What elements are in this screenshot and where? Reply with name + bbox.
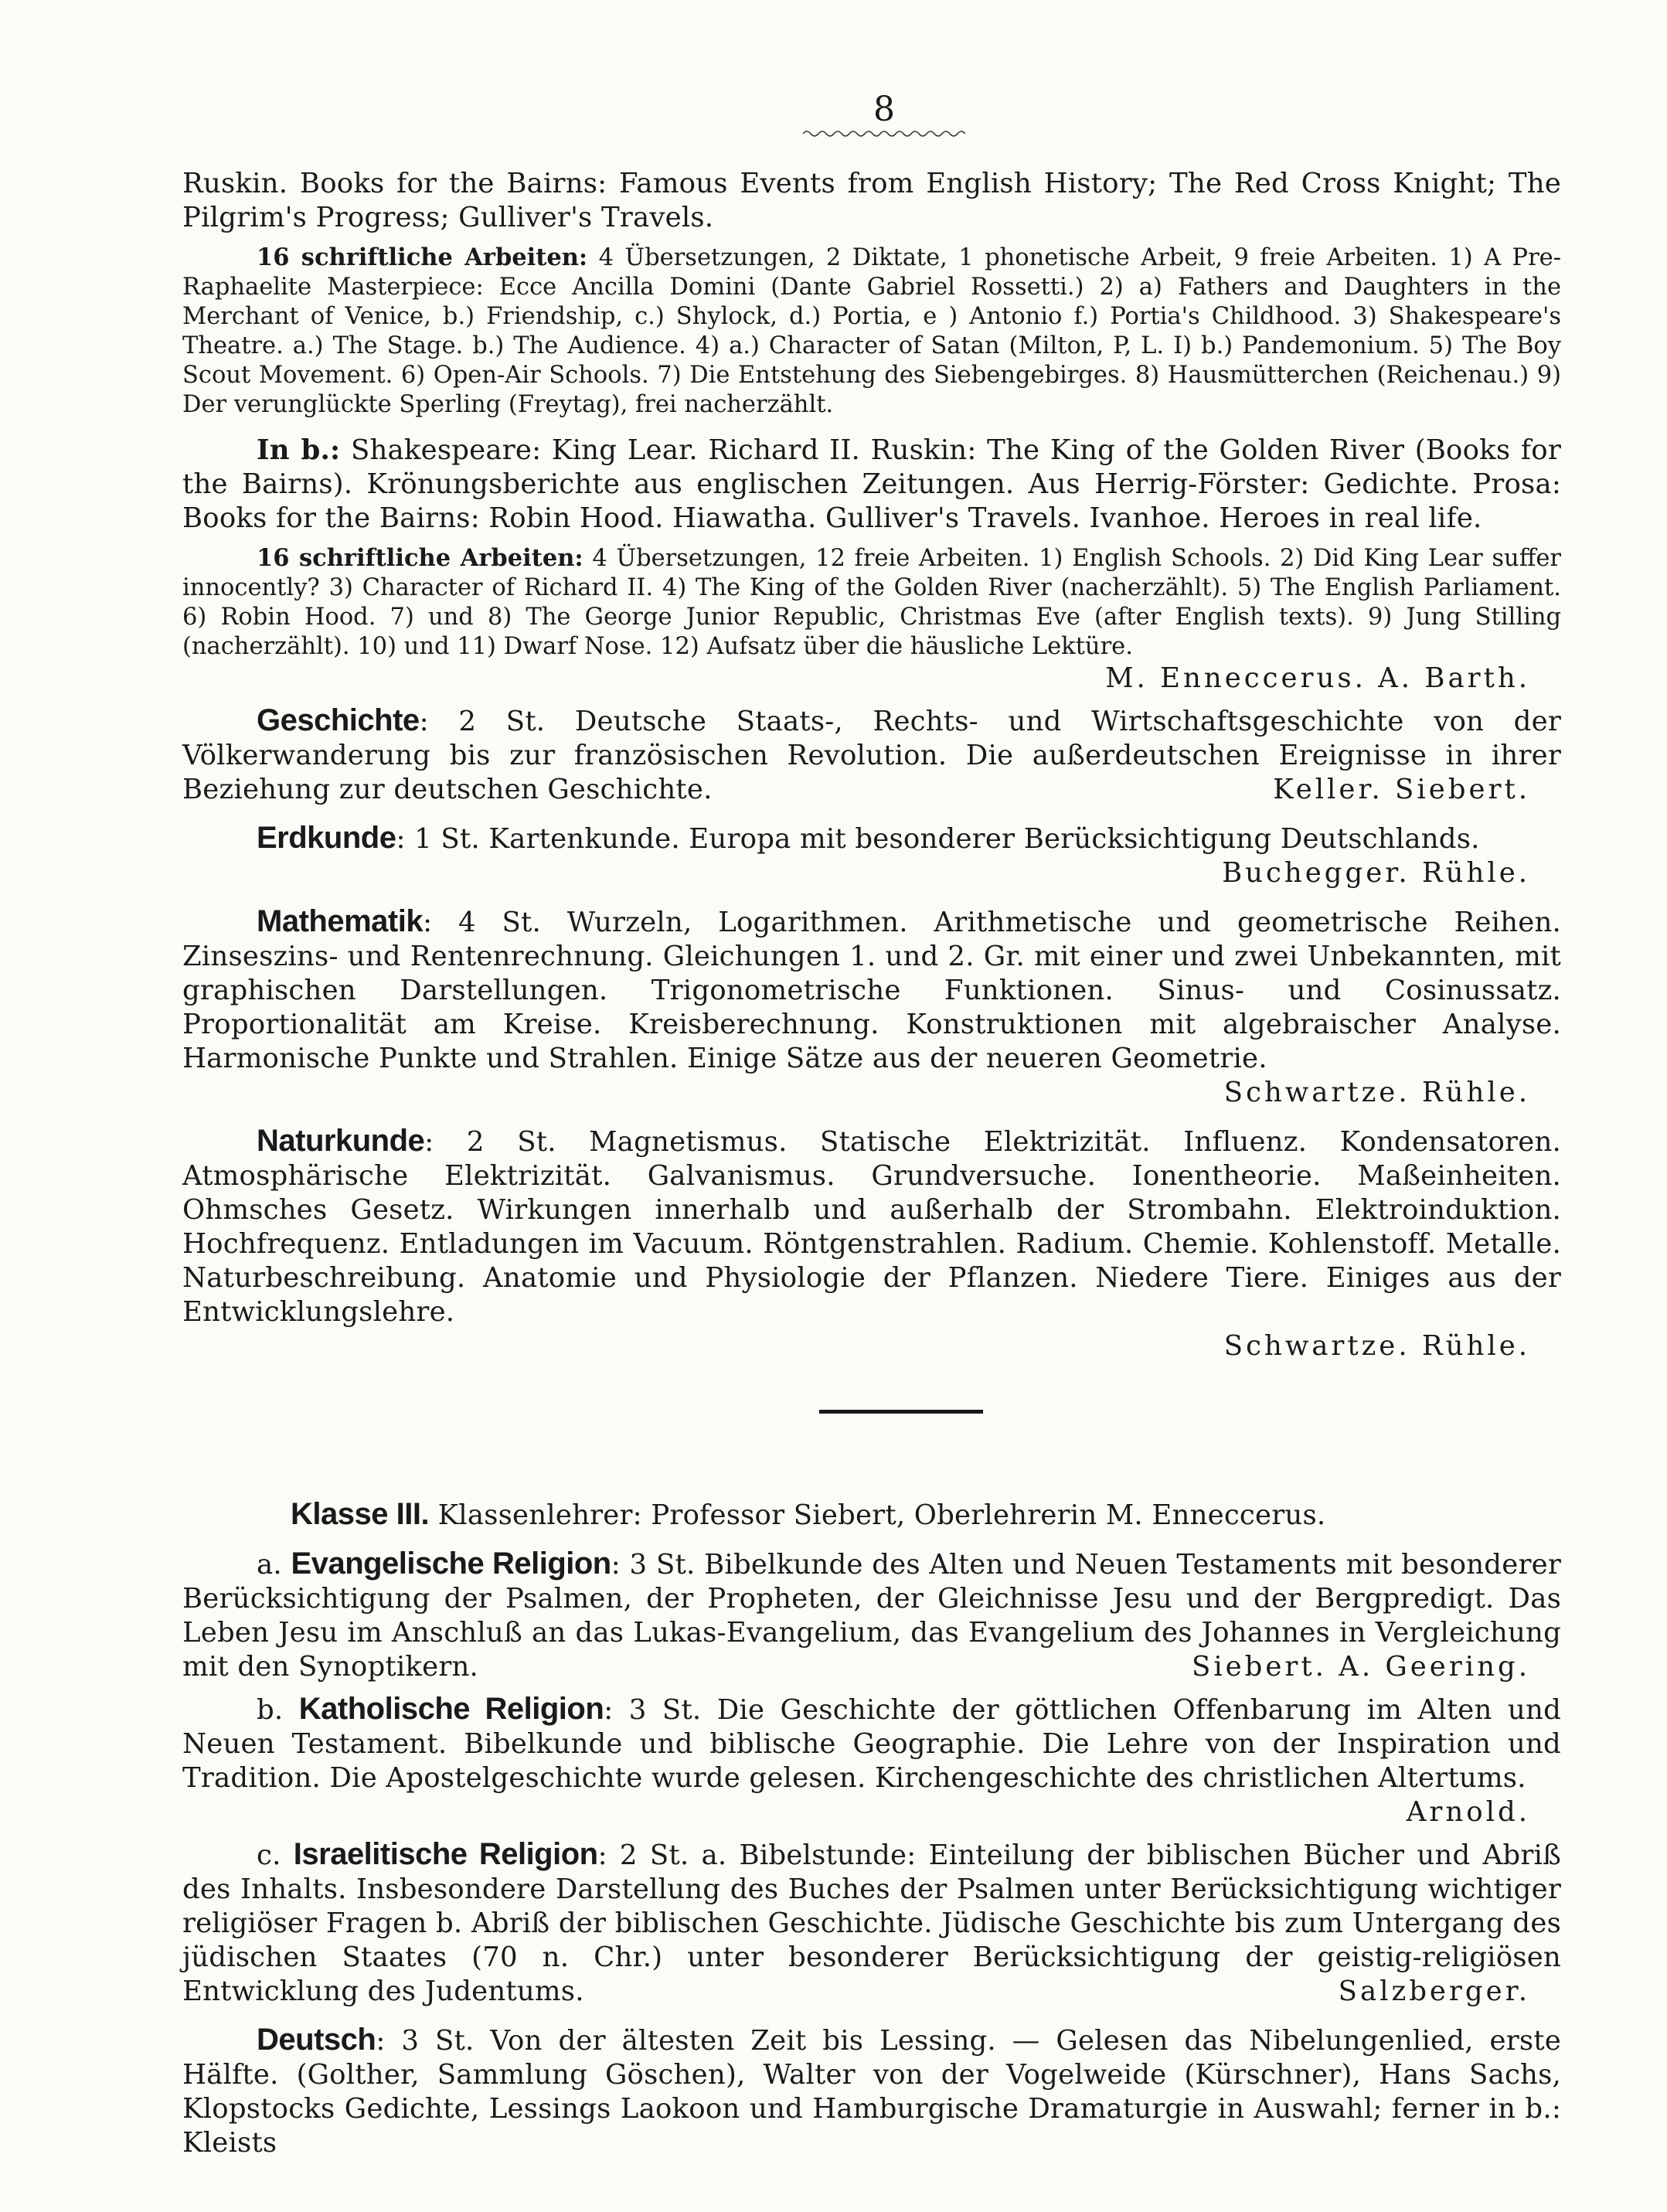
teachers: Schwartze. Rühle. — [1223, 1077, 1530, 1108]
subject-text: : 4 St. Wurzeln, Logarithmen. Arithmetische und geometrische Reihen. Zinseszins- und Rentenrechnung. Gleichungen 1. und 2. Gr. mit einer und zwei Unbekannten, mit graphischen Darstellungen. Trigonometrische Funktionen. Sinus- und Cosinussatz. Proportionalität am Kreise. Kreisberechnung. Konstruktionen mit algebraischer Analyse. Harmonische Punkte und Strahlen. Einige Sätze aus der neueren Geometrie. — [182, 907, 1561, 1074]
subject-evangelische-religion — [182, 1547, 1561, 1684]
subject-title: Evangelische Religion — [291, 1547, 611, 1581]
subject-text: : 2 St. Magnetismus. Statische Elektrizität. Influenz. Kondensatoren. Atmosphärische Elektrizität. Galvanismus. Grundversuche. Ionentheorie. Maßeinheiten. Ohmsches Gesetz. Wirkungen innerhalb und außerhalb der Strombahn. Elektroinduktion. Hochfrequenz. Entladungen im Vacuum. Röntgenstrahlen. Radium. Chemie. Kohlenstoff. Metalle. Naturbeschreibung. Anatomie und Physiologie der Pflanzen. Niedere Tiere. Einiges aus der Entwicklungslehre. — [182, 1126, 1561, 1328]
class-title: Klasse III. — [291, 1497, 430, 1531]
subject-naturkunde — [182, 1124, 1561, 1329]
subject-title: Geschichte — [257, 703, 420, 737]
subject-title: Katholische Religion — [298, 1692, 604, 1726]
subject-prefix: b. — [257, 1694, 284, 1726]
subject-katholische-religion — [182, 1692, 1561, 1828]
reading-list-b — [182, 434, 1561, 536]
written-works-label: 16 schriftliche Arbeiten: — [257, 544, 583, 572]
subject-text: : 3 St. Von der ältesten Zeit bis Lessing. — Gelesen das Nibelungenlied, erste Hälfte. (Golther, Sammlung Göschen), Walter von der Vogelweide (Kürschner), Hans Sachs, Klopstocks Gedichte, Lessings Laokoon und Hamburgische Dramaturgie in Auswahl; ferner in b.: Kleists — [182, 2025, 1561, 2159]
teachers: Siebert. A. Geering. — [1192, 1651, 1530, 1683]
subject-text: : 3 St. Bibelkunde des Alten und Neuen Testaments mit besonderer Berücksichtigung der Psalmen, der Propheten, der Gleichnisse Jesu und der Bergpredigt. Das Leben Jesu im Anschluß an das Lukas-Evangelium, das Evangelium des Johannes in Vergleichung mit den Synoptikern. — [182, 1549, 1561, 1683]
page-number: 8 — [873, 90, 895, 129]
teachers: Arnold. — [1406, 1796, 1530, 1828]
subject-mathematik — [182, 904, 1561, 1108]
section-b-label: In b.: — [257, 434, 341, 466]
wavy-ornament — [207, 128, 1561, 147]
written-works-paragraph-1 — [182, 243, 1561, 420]
subject-erdkunde — [182, 821, 1561, 856]
class-heading — [182, 1497, 1561, 1533]
teachers: Buchegger. Rühle. — [1222, 857, 1530, 889]
class-teachers: Klassenlehrer: Professor Siebert, Oberlehrerin M. Enneccerus. — [437, 1499, 1326, 1531]
written-works-label: 16 schriftliche Arbeiten: — [257, 243, 588, 271]
written-works-paragraph-2 — [182, 543, 1561, 662]
subject-prefix: a. — [257, 1549, 282, 1581]
subject-title: Erdkunde — [257, 821, 396, 855]
subject-title: Mathematik — [257, 904, 424, 938]
teachers: Keller. Siebert. — [1273, 774, 1530, 805]
document-page — [182, 91, 1561, 2160]
subject-israelitische-religion — [182, 1837, 1561, 2009]
subject-geschichte — [182, 703, 1561, 807]
subject-deutsch — [182, 2023, 1561, 2160]
reading-list-ruskin: Ruskin. Books for the Bairns: Famous Events from English History; The Red Cross Knight; The Pilgrim's Progress; Gulliver's Travels. — [182, 168, 1561, 233]
subject-text: : 2 St. Deutsche Staats-, Rechts- und Wirtschaftsgeschichte von der Völkerwanderung bis zur französischen Revolution. Die außerdeutschen Ereignisse in ihrer Beziehung zur deutschen Geschichte. — [182, 706, 1561, 805]
subject-title: Deutsch — [257, 2023, 376, 2057]
teachers: Schwartze. Rühle. — [1223, 1330, 1530, 1362]
subject-text: : 2 St. a. Bibelstunde: Einteilung der biblischen Bücher und Abriß des Inhalts. Insbesondere Darstellung des Buches der Psalmen unter Berücksichtigung wichtiger religiöser Fragen b. Abriß der biblischen Geschichte. Jüdische Geschichte bis zum Untergang des jüdischen Staates (70 n. Chr.) unter besonderer Berücksichtigung der geistig-religiösen Entwicklung des Judentums. — [182, 1839, 1561, 2007]
section-b-text: Shakespeare: King Lear. Richard II. Ruskin: The King of the Golden River (Books for the Bairns). Krönungsberichte aus englischen Zeitungen. Aus Herrig-Förster: Gedichte. Prosa: Books for the Bairns: Robin Hood. Hiawatha. Gulliver's Travels. Ivanhoe. Heroes in real life. — [182, 434, 1561, 534]
teachers: Salzberger. — [1338, 1975, 1530, 2007]
written-works-text: 4 Übersetzungen, 2 Diktate, 1 phonetische Arbeit, 9 freie Arbeiten. 1) A Pre-Raphaelite Masterpiece: Ecce Ancilla Domini (Dante Gabriel Rossetti.) 2) a) Fathers and Daughters in the Merchant of Venice, b.) Friendship, c.) Shylock, d.) Portia, e ) Antonio f.) Portia's Childhood. 3) Shakespeare's Theatre. a.) The Stage. b.) The Audience. 4) a.) Character of Satan (Milton, P, L. I) b.) Pandemonium. 5) The Boy Scout Movement. 6) Open-Air Schools. 7) Die Entstehung des Siebengebirges. 8) Hausmütterchen (Reichenau.) 9) Der verunglückte Sperling (Freytag), frei nacherzählt. — [182, 244, 1562, 418]
teachers-english: M. Enneccerus. A. Barth. — [1105, 662, 1530, 694]
subject-text: : 1 St. Kartenkunde. Europa mit besonderer Berücksichtigung Deutschlands. — [396, 823, 1480, 855]
written-works-text: 4 Übersetzungen, 12 freie Arbeiten. 1) English Schools. 2) Did King Lear suffer innocently? 3) Character of Richard II. 4) The King of the Golden River (nacherzählt). 5) The English Parliament. 6) Robin Hood. 7) und 8) The George Junior Republic, Christmas Eve (after English texts). 9) Jung Stilling (nacherzählt). 10) und 11) Dwarf Nose. 12) Aufsatz über die häusliche Lektüre. — [182, 545, 1561, 660]
section-divider — [819, 1410, 983, 1414]
subject-prefix: c. — [257, 1839, 281, 1871]
subject-title: Israelitische Religion — [293, 1837, 598, 1871]
subject-title: Naturkunde — [257, 1124, 425, 1158]
subject-text: : 3 St. Die Geschichte der göttlichen Offenbarung im Alten und Neuen Testament. Bibelkunde und biblische Geographie. Die Lehre von der Inspiration und Tradition. Die Apostelgeschichte wurde gelesen. Kirchengeschichte des christlichen Altertums. — [182, 1694, 1561, 1794]
